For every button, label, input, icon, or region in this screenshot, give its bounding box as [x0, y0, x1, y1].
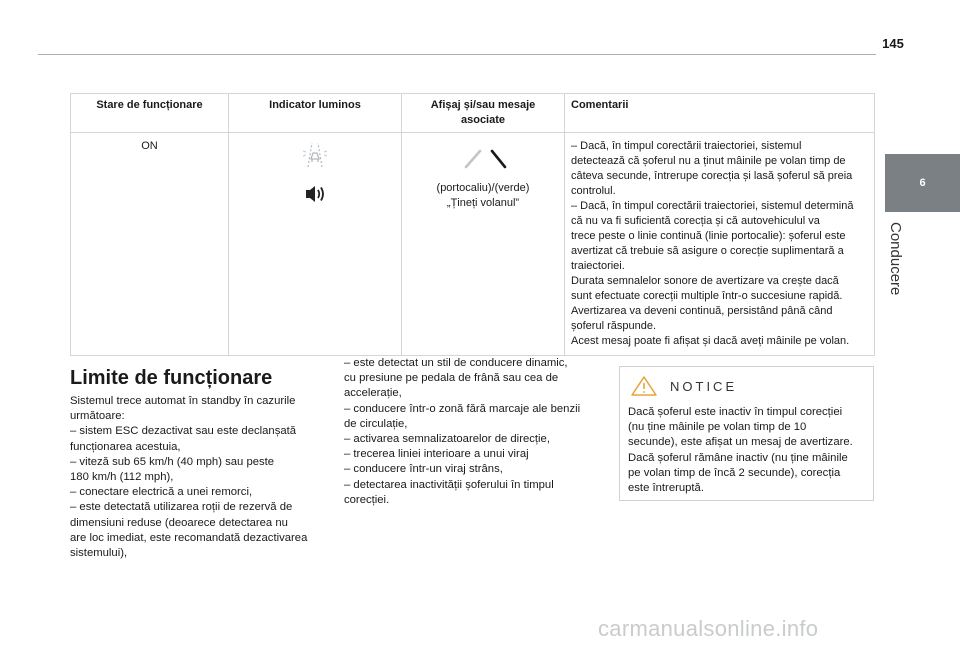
comment-line: avertizat că trebuie să asigure o corecție suplimentară a — [571, 245, 844, 257]
comment-line: câteva secunde, întrerupe corecția și lasă șoferul să preia — [571, 170, 853, 182]
state-value: ON — [141, 140, 158, 152]
lane-lines-icon — [448, 145, 518, 171]
text-line: dimensiuni reduse (deoarece detectarea nu — [70, 516, 288, 529]
cell-state — [71, 133, 229, 356]
header-comments: Comentarii — [565, 94, 875, 133]
watermark: carmanualsonline.info — [598, 616, 819, 641]
text-line: secunde), este afișat un mesaj de avertizare. — [628, 436, 853, 449]
limits-left-column — [70, 394, 325, 561]
lane-line-left-icon — [466, 151, 480, 167]
text-line: 180 km/h (112 mph), — [70, 471, 174, 484]
display-caption: (portocaliu)/(verde) — [436, 182, 530, 194]
display-message: „Țineți volanul” — [446, 197, 520, 209]
text-line: pe volan timp de încă 2 secunde), corecția — [628, 466, 841, 479]
limits-middle-column — [344, 356, 599, 508]
text-line: accelerație, — [344, 387, 402, 400]
text-line: – detectarea inactivității șoferului în timpul — [344, 478, 554, 491]
notice-text — [628, 405, 868, 496]
text-line: – conducere într-o zonă fără marcaje ale benzii — [344, 402, 581, 415]
audible-signal-icon — [300, 181, 330, 207]
cell-display — [402, 133, 565, 356]
notice-box — [619, 366, 874, 501]
lane-line-right-icon — [492, 151, 505, 167]
cell-comments — [565, 133, 875, 356]
header-divider — [38, 54, 876, 55]
text-line: funcționarea acestuia, — [70, 440, 181, 453]
text-line: Sistemul trece automat în standby în cazurile — [70, 395, 296, 407]
text-line: – sistem ESC dezactivat sau este declanșată — [70, 425, 297, 438]
table-header-row — [71, 94, 875, 133]
header-state: Stare de funcționare — [71, 94, 229, 133]
text-line: (nu ține mâinile pe volan timp de 10 — [628, 421, 807, 434]
notice-title: NOTICE — [670, 379, 738, 394]
text-line: următoare: — [70, 410, 125, 423]
text-line: corecției. — [344, 493, 390, 506]
text-line: de circulație, — [344, 417, 408, 430]
text-line: – conectare electrică a unei remorci, — [70, 486, 253, 499]
section-heading: Limite de funcționare — [70, 367, 273, 389]
lane-keeping-warning-icon — [300, 139, 330, 169]
text-line: este întreruptă. — [628, 482, 704, 495]
chapter-title-text: Conducere — [887, 222, 904, 296]
text-line: Dacă șoferul rămâne inactiv (nu ține mâinile — [628, 451, 848, 464]
comment-line: traiectoriei. — [571, 260, 625, 272]
header-indicator: Indicator luminos — [229, 94, 402, 133]
cell-indicator — [229, 133, 402, 356]
text-line: sistemului), — [70, 547, 128, 560]
warning-triangle-icon — [630, 375, 658, 397]
comment-line: detectează că șoferul nu a ținut mâinile pe volan timp de — [571, 155, 846, 167]
text-line: – trecerea liniei interioare a unui viraj — [344, 448, 529, 461]
text-line: Dacă șoferul este inactiv în timpul corecției — [628, 406, 843, 418]
comment-line: trece peste o linie continuă (linie portocalie): șoferul este — [571, 230, 846, 242]
table-row — [71, 133, 875, 356]
comment-line: controlul. — [571, 185, 616, 197]
comment-line: – Dacă, în timpul corectării traiectoriei, sistemul — [571, 140, 802, 152]
comment-line: – Dacă, în timpul corectării traiectoriei, sistemul determină — [571, 200, 854, 212]
comment-line: Acest mesaj poate fi afișat și dacă aveți mâinile pe volan. — [571, 335, 850, 347]
comment-line: sunt efectuate corecții multiple într-o succesiune rapidă. — [571, 290, 843, 302]
text-line: – conducere într-un viraj strâns, — [344, 463, 503, 476]
chapter-title — [884, 222, 924, 312]
comment-line: Avertizarea va deveni continuă, persistând până când — [571, 305, 833, 317]
text-line: – este detectat un stil de conducere dinamic, — [344, 357, 568, 369]
comment-line: Durata semnalelor sonore de avertizare va crește dacă — [571, 275, 839, 287]
text-line: – este detectată utilizarea roții de rezervă de — [70, 501, 293, 514]
comment-line: că nu va fi suficientă corecția și că autovehiculul va — [571, 215, 820, 227]
text-line: – activarea semnalizatoarelor de direcție, — [344, 433, 550, 446]
page-number: 145 — [882, 36, 904, 51]
status-table — [70, 93, 875, 356]
text-line: – viteză sub 65 km/h (40 mph) sau peste — [70, 455, 275, 468]
text-line: are loc imediat, este recomandată dezactivarea — [70, 531, 308, 544]
chapter-tab[interactable] — [885, 154, 960, 212]
header-display: Afișaj și/sau mesaje asociate — [402, 94, 565, 133]
chapter-number: 6 — [919, 177, 926, 189]
text-line: cu presiune pe pedala de frână sau cea de — [344, 372, 559, 385]
comment-line: șoferul răspunde. — [571, 320, 656, 332]
